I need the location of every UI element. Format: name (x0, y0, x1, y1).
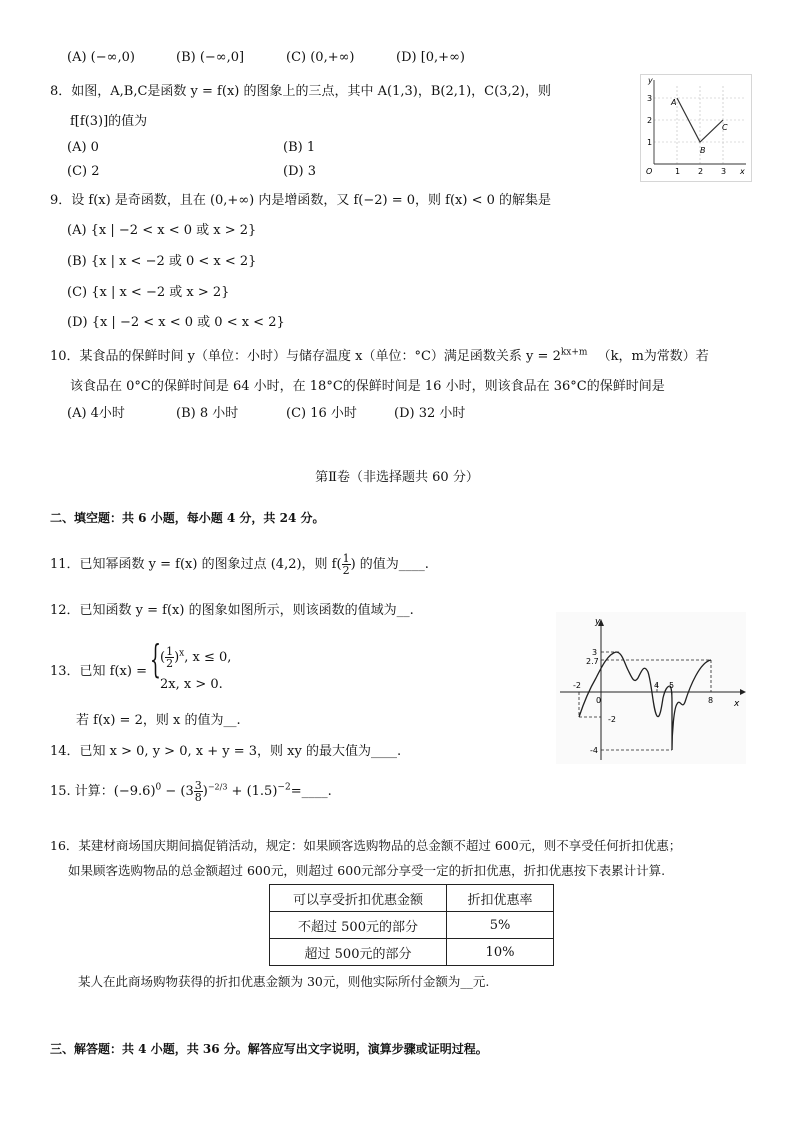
q12-x-tick-5: 5 (669, 681, 675, 690)
q9-option-a: (A) {x | −2 < x < 0 或 x > 2} (67, 223, 257, 238)
q7-option-a: (A) (−∞,0) (67, 50, 135, 65)
table-row (270, 939, 554, 966)
q8-option-a: (A) 0 (67, 140, 99, 155)
q15-part1: 15. 计算：(−9.6) (50, 784, 156, 799)
q8-x-axis-label: x (740, 167, 745, 176)
q16-row2-amount: 超过 500元的部分 (270, 939, 447, 966)
q8-y-axis-label: y (648, 76, 653, 85)
q16-line3: 某人在此商场购物获得的折扣优惠金额为 30元，则他实际所付金额为__元. (78, 974, 490, 989)
q8-option-c: (C) 2 (67, 164, 100, 179)
q12-y-tick-2-7: 2.7 (586, 657, 599, 666)
q8-stem-line2: f[f(3)]的值为 (70, 114, 148, 129)
q12-y-tick-neg2: -2 (608, 715, 616, 724)
q15 (50, 780, 332, 803)
q11-fraction (342, 553, 351, 576)
q11-numerator: 1 (342, 552, 350, 565)
q8-point-b-label: B (700, 146, 706, 155)
q8-x-tick-3: 3 (721, 167, 727, 176)
q13-line2: 若 f(x) = 2，则 x 的值为__. (76, 713, 241, 728)
q16-line2: 如果顾客选购物品的总金额超过 600元，则超过 600元部分享受一定的折扣优惠，折扣优惠按下表累计计算. (68, 863, 666, 878)
q10-option-d: (D) 32 小时 (394, 406, 466, 421)
q10-option-c: (C) 16 小时 (286, 406, 357, 421)
q11-part1: 11．已知幂函数 y = f(x) 的图象过点 (4,2)，则 f( (50, 557, 342, 572)
q13-case1-exponent: x (179, 648, 185, 659)
table-row (270, 912, 554, 939)
q13-case1-fraction (165, 646, 174, 669)
q16-discount-table (269, 884, 554, 966)
q15-exp2: −2 (277, 782, 291, 793)
q16-row1-rate: 5% (447, 912, 554, 939)
q10-stem-part1: 10．某食品的保鲜时间 y（单位：小时）与储存温度 x（单位：°C）满足函数关系 y = 2 (50, 349, 561, 364)
q9-option-b: (B) {x | x < −2 或 0 < x < 2} (67, 254, 257, 269)
q7-option-c: (C) (0,+∞) (286, 50, 355, 65)
q12-y-tick-neg4: -4 (590, 746, 598, 755)
q10-exponent: kx+m (560, 347, 588, 358)
q15-fraction (194, 780, 203, 803)
q13-prefix: 13．已知 f(x) = (50, 664, 147, 679)
q13-case1-close: ) (174, 650, 180, 665)
q8-x-tick-1: 1 (675, 167, 681, 176)
q16-header-rate: 折扣优惠率 (447, 885, 554, 912)
q11 (50, 553, 429, 576)
q10-option-b: (B) 8 小时 (176, 406, 239, 421)
q15-denominator: 8 (194, 791, 202, 804)
q7-option-b: (B) (−∞,0] (176, 50, 245, 65)
q15-part2: − (3 (161, 784, 194, 799)
q12: 12．已知函数 y = f(x) 的图象如图所示，则该函数的值域为__. (50, 603, 414, 618)
q15-exp0: 0 (155, 782, 162, 793)
q9-option-d: (D) {x | −2 < x < 0 或 0 < x < 2} (67, 315, 285, 330)
q13-case1-open: ( (160, 650, 166, 665)
q16-line1: 16．某建材商场国庆期间搞促销活动，规定：如果顾客选购物品的总金额不超过 600元，则不享受任何折扣优惠； (50, 838, 682, 853)
q13-case2: 2x, x > 0. (160, 677, 223, 692)
q8-graph-frame (641, 75, 752, 182)
q12-x-axis-label: x (734, 699, 740, 709)
q13-case1 (160, 646, 231, 669)
q13-brace: { (150, 637, 161, 681)
q7-option-d: (D) [0,+∞) (396, 50, 465, 65)
q10-stem-line2: 该食品在 0°C的保鲜时间是 64 小时，在 18°C的保鲜时间是 16 小时，则该食品在 36°C的保鲜时间是 (70, 379, 665, 394)
q8-x-tick-2: 2 (698, 167, 704, 176)
q10-stem-part2: （k，m为常数）若 (597, 349, 709, 364)
section3-heading: 三、解答题：共 4 小题，共 36 分。解答应写出文字说明，演算步骤或证明过程。 (50, 1042, 488, 1056)
q16-header-amount: 可以享受折扣优惠金额 (270, 885, 447, 912)
q12-y-tick-3: 3 (592, 648, 598, 657)
q13-case1-denominator: 2 (166, 657, 174, 670)
part2-title: 第Ⅱ卷（非选择题共 60 分） (315, 470, 479, 485)
q13-case1-condition: , x ≤ 0, (184, 650, 232, 665)
q13-case1-numerator: 1 (166, 645, 174, 658)
q16-row2-rate: 10% (447, 939, 554, 966)
q15-part5: =____. (290, 784, 332, 799)
q14: 14．已知 x > 0, y > 0, x + y = 3，则 xy 的最大值为____. (50, 744, 402, 759)
q15-exp1: −2/3 (207, 782, 228, 792)
q15-part3: ) (202, 784, 208, 799)
q12-y-axis-label: y (595, 617, 601, 627)
q8-y-tick-3: 3 (647, 94, 653, 103)
q16-row1-amount: 不超过 500元的部分 (270, 912, 447, 939)
q12-graph (556, 612, 746, 764)
q8-y-tick-1: 1 (647, 138, 653, 147)
q8-point-a-label: A (671, 98, 677, 107)
q8-option-b: (B) 1 (283, 140, 316, 155)
q8-origin-label: O (646, 167, 653, 176)
q9-stem: 9．设 f(x) 是奇函数，且在 (0,+∞) 内是增函数，又 f(−2) = 0，则 f(x) < 0 的解集是 (50, 193, 552, 208)
q9-option-c: (C) {x | x < −2 或 x > 2} (67, 285, 230, 300)
q16-table-header (270, 885, 554, 912)
q8-option-d: (D) 3 (283, 164, 316, 179)
q15-part4: + (1.5) (227, 784, 278, 799)
q8-point-c-label: C (722, 123, 728, 132)
section2-heading: 二、填空题：共 6 小题，每小题 4 分，共 24 分。 (50, 511, 325, 525)
q8-stem: 8．如图，A,B,C是函数 y = f(x) 的图象上的三点，其中 A(1,3)，B(2,1)，C(3,2)，则 (50, 84, 551, 99)
q10-option-a: (A) 4小时 (67, 406, 125, 421)
q11-part2: ) 的值为____. (350, 557, 429, 572)
q12-x-tick-4: 4 (654, 681, 660, 690)
q10-stem (50, 345, 709, 364)
q8-graph (640, 74, 752, 182)
q15-numerator: 3 (194, 779, 202, 792)
q8-y-tick-2: 2 (647, 116, 653, 125)
q12-x-tick-0: 0 (596, 696, 602, 705)
q12-x-tick-8: 8 (708, 696, 714, 705)
q11-denominator: 2 (342, 564, 350, 577)
q12-x-tick-neg2: -2 (573, 681, 581, 690)
